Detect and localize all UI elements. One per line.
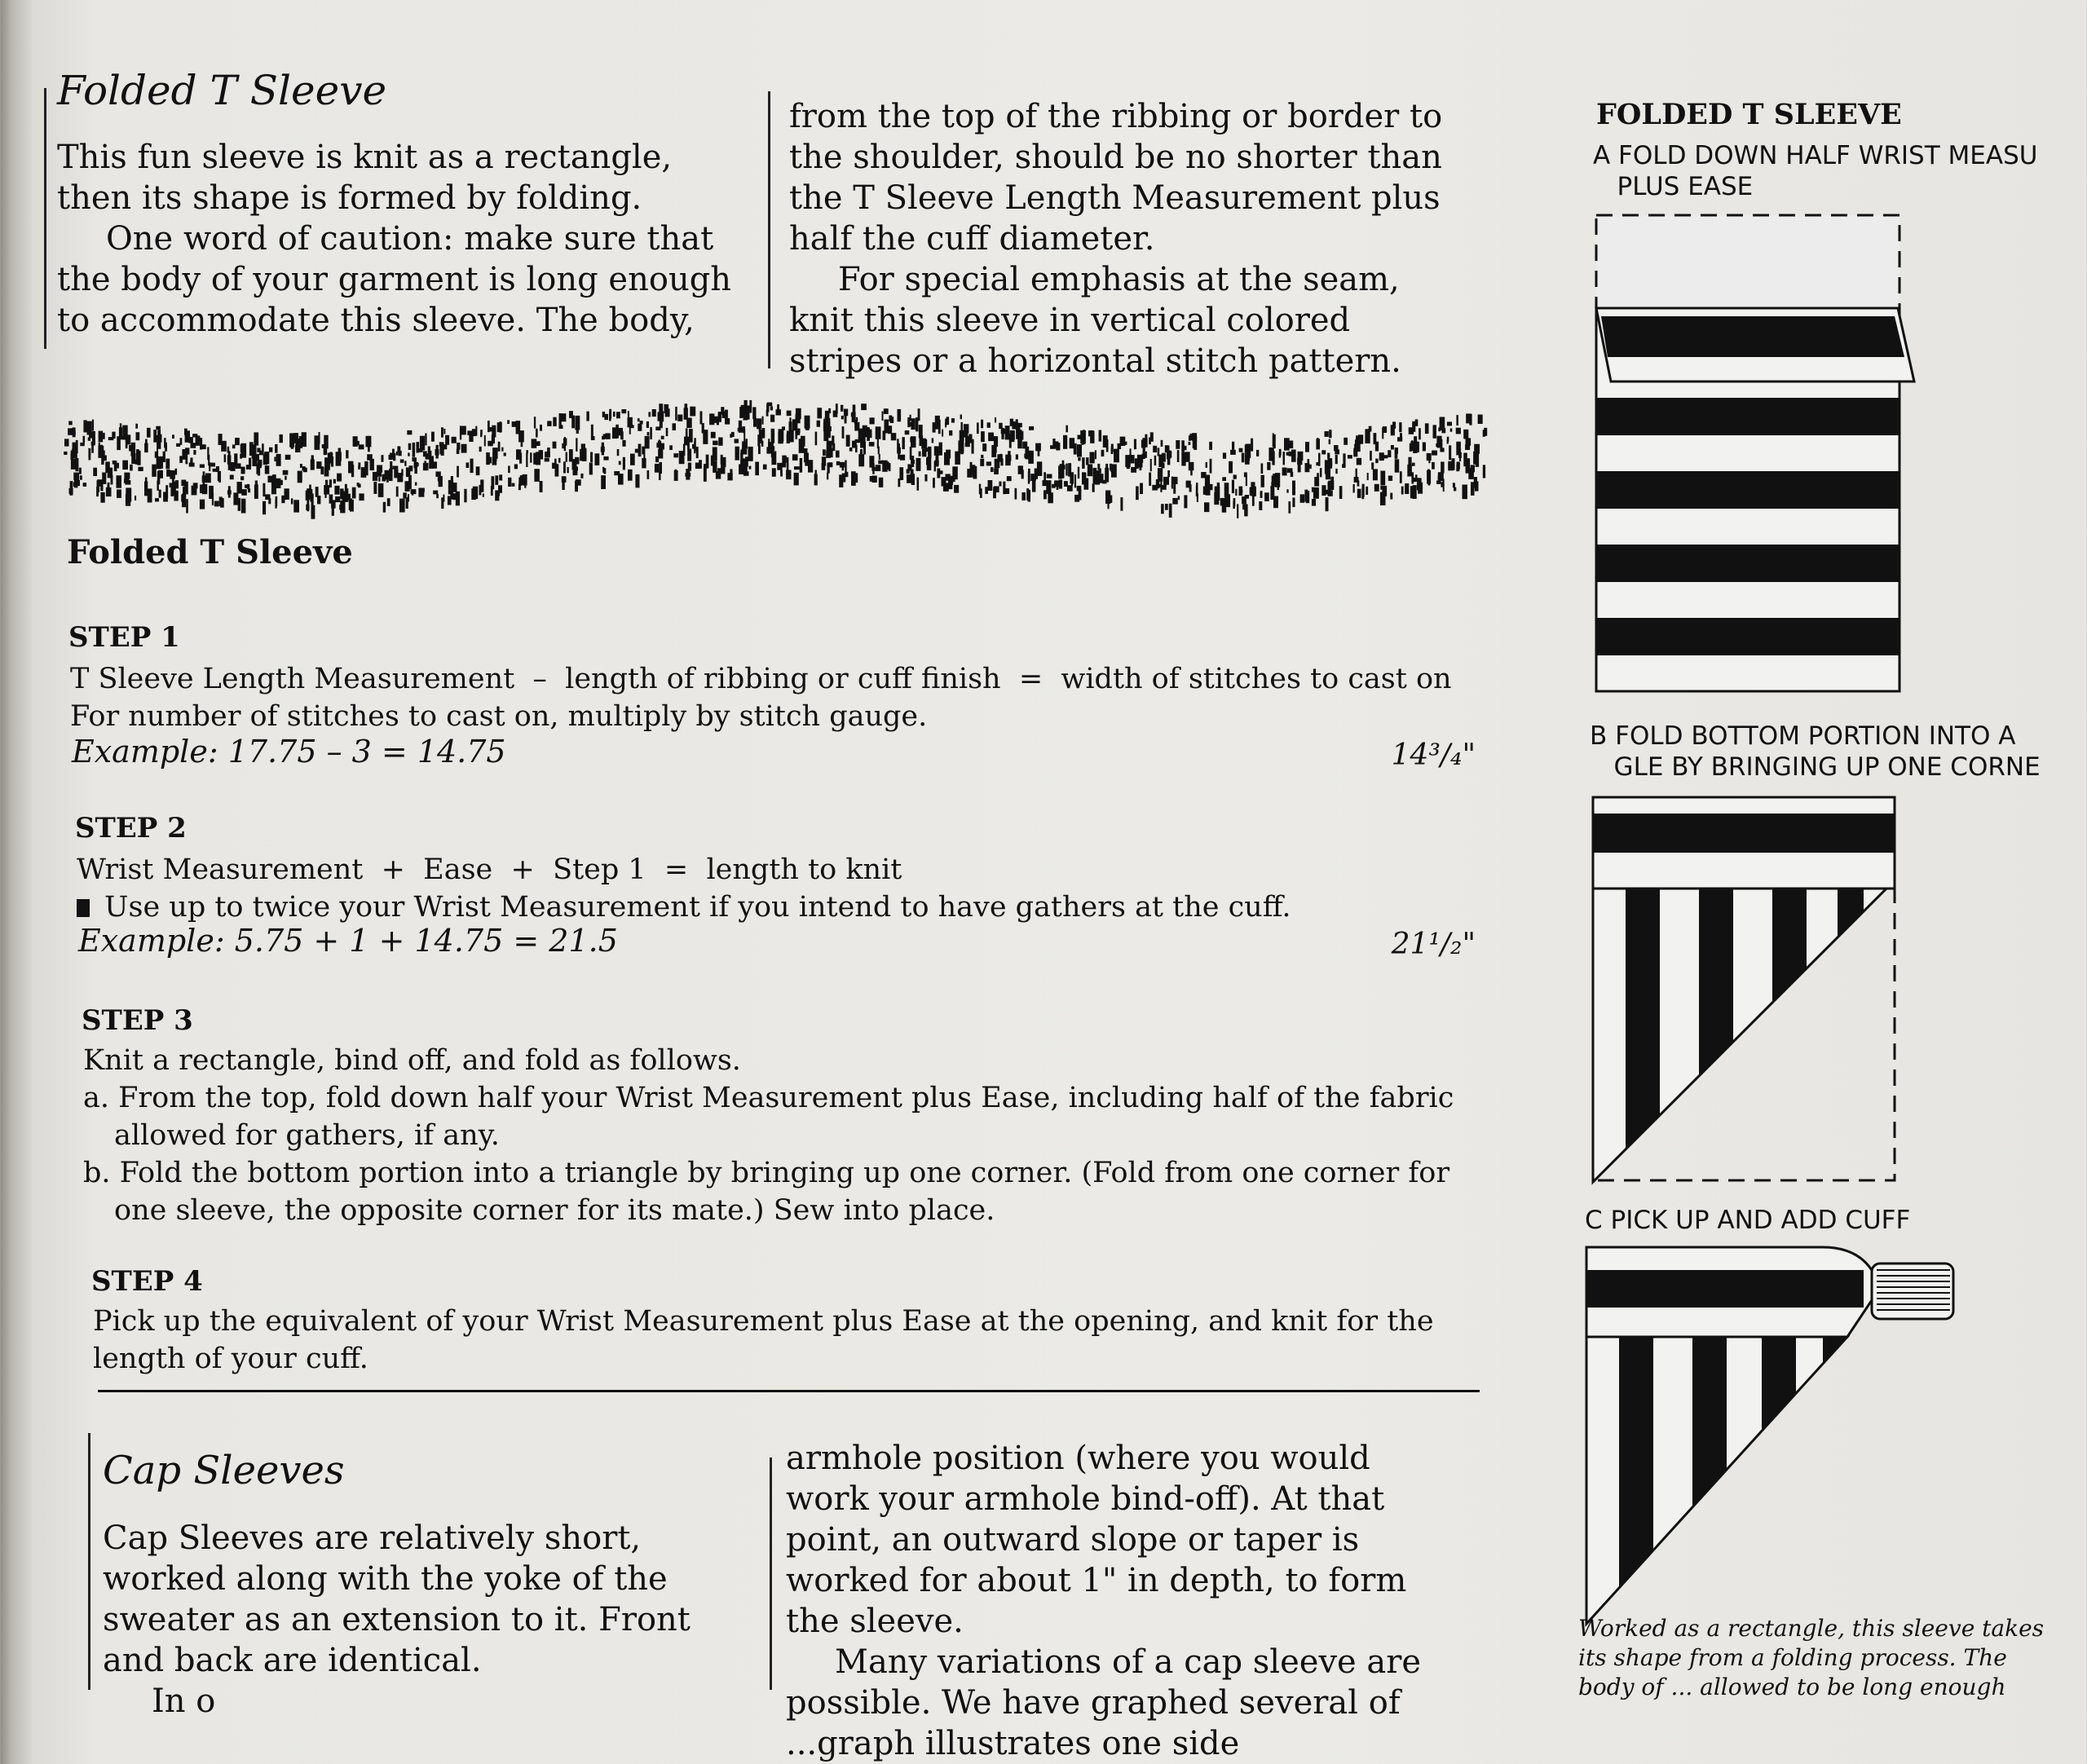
cap-left-rule [88,1433,90,1690]
intro-col2 [789,96,1458,381]
figure-b-label: B FOLD BOTTOM PORTION INTO A GLE BY BRINGING UP ONE CORNE [1590,721,2041,782]
figure-a [1590,210,1916,699]
section-divider [98,1390,1480,1392]
cap-mid-rule [770,1458,772,1690]
intro-title: Folded T Sleeve [57,67,387,114]
step3-intro: Knit a rectangle, bind off, and fold as follows. [83,1044,741,1077]
step1-body [70,660,1497,735]
step1-result: 14³/₄" [1391,739,1476,772]
step2-example: Example: 5.75 + 1 + 14.75 = 21.5 [78,923,618,959]
step4-label: STEP 4 [91,1265,203,1298]
step2-result: 21¹/₂" [1391,928,1476,961]
step4-text: Pick up the equivalent of your Wrist Measurement plus Ease at the opening, and knit for the length of your cuff. [93,1305,1434,1375]
intro-col2-para2: For special emphasis at the seam, knit this sleeve in vertical colored stripes or a horizontal stitch pattern. [789,261,1401,380]
step1-formula: T Sleeve Length Measurement – length of ribbing or cuff finish = width of stitches to cast on [70,663,1452,695]
intro-col1-para2: One word of caution: make sure that the body of your garment is long enough to accommodate this sleeve. The body, [57,220,732,339]
bullet-icon [77,899,90,917]
step1-label: STEP 1 [68,621,180,654]
step2-formula: Wrist Measurement + Ease + Step 1 = length to knit [77,853,902,886]
cap-col1-para: Cap Sleeves are relatively short, worked along with the yoke of the sweater as an extension to it. Front and back are identical. [103,1519,691,1679]
step3-item-b: b. Fold the bottom portion into a triangle by bringing up one corner. (Fold from one corner for one sleeve, the opposite corner for its mate.) Sew into place. [83,1157,1450,1227]
cap-col1 [103,1518,739,1722]
figure-a-label: A FOLD DOWN HALF WRIST MEASU PLUS EASE [1593,141,2038,201]
cap-col2-para1: armhole position (where you would work your armhole bind-off). At that point, an outward slope or taper is worked for about 1" in depth, to form the sleeve. [786,1440,1407,1640]
step1-note: For number of stitches to cast on, multiply by stitch gauge. [70,700,928,733]
cap-title: Cap Sleeves [103,1448,345,1493]
step3-label: STEP 3 [82,1004,193,1037]
step2-label: STEP 2 [75,812,187,845]
worksheet-title: Folded T Sleeve [67,533,353,571]
sidebar-caption: Worked as a rectangle, this sleeve takes its shape from a folding process. The body of ... allowed to be long enough [1578,1615,2045,1700]
intro-left-rule [44,88,46,349]
intro-col1 [57,137,742,341]
knit-pattern-band [64,383,1490,522]
step2-note-line [77,889,1495,926]
sidebar-title: FOLDED T SLEEVE [1596,98,1902,131]
intro-mid-rule [768,91,770,368]
figure-b [1585,789,1911,1188]
figure-c [1578,1239,1978,1638]
figure-c-label: C PICK UP AND ADD CUFF [1585,1206,1911,1235]
intro-col1-para1: This fun sleeve is knit as a rectangle, then its shape is formed by folding. [57,139,673,217]
cap-col2 [786,1438,1463,1764]
cap-col2-para2: Many variations of a cap sleeve are possible. We have graphed several of [786,1643,1422,1722]
step3-item-a: a. From the top, fold down half your Wrist Measurement plus Ease, including half of the fabric allowed for gathers, if any. [83,1082,1454,1152]
step2-note: Use up to twice your Wrist Measurement if you intend to have gathers at the cuff. [104,891,1291,924]
step1-example: Example: 17.75 – 3 = 14.75 [72,734,506,770]
intro-col2-para1: from the top of the ribbing or border to the shoulder, should be no shorter than the T Sleeve Length Measurement plus half the cuff diameter. [789,98,1443,258]
cap-col2-tail: ...graph illustrates one side [786,1725,1240,1762]
step2-body [77,851,1495,926]
cap-col1-tail: In o [152,1682,216,1720]
step3-body [83,1042,1485,1229]
